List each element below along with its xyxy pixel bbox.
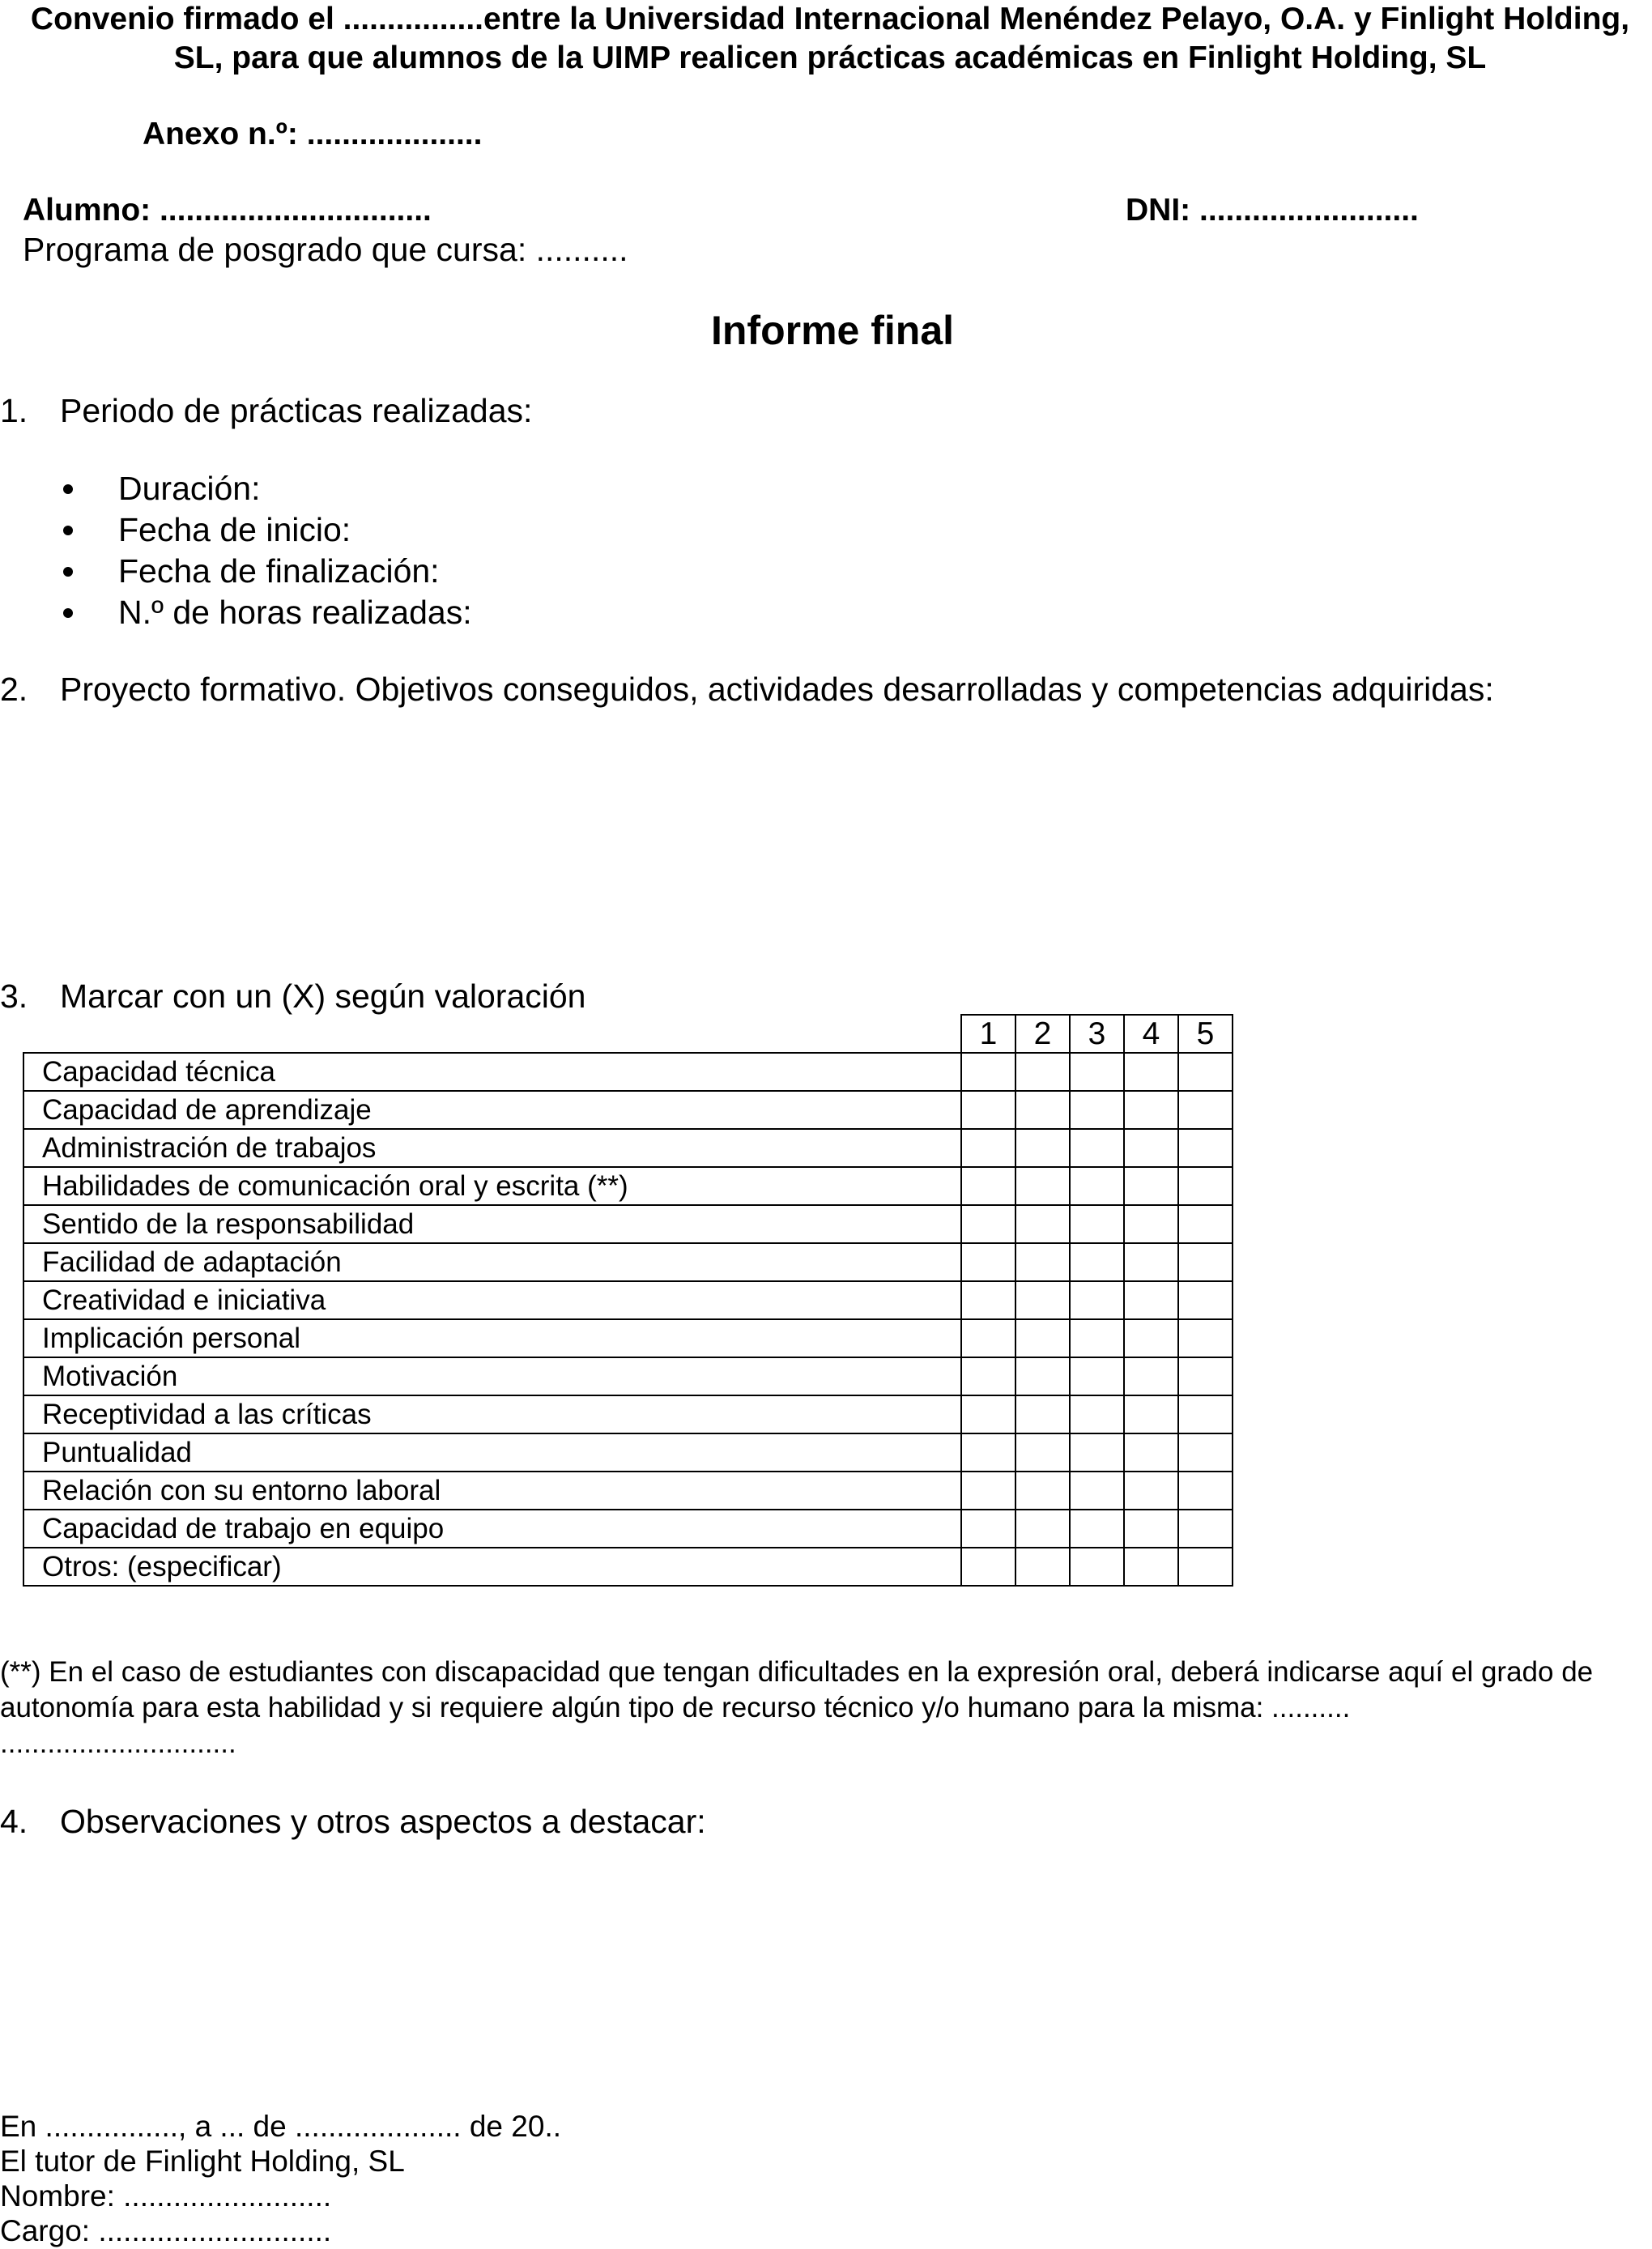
score-cell-3[interactable] xyxy=(1070,1433,1124,1472)
table-row xyxy=(23,1091,1233,1129)
score-cell-5[interactable] xyxy=(1178,1205,1233,1243)
score-cell-5[interactable] xyxy=(1178,1357,1233,1395)
section-2 xyxy=(0,669,1494,709)
rating-header-spacer xyxy=(23,1015,961,1053)
list-item: Duración: xyxy=(0,468,472,509)
practice-period-list xyxy=(0,468,472,633)
score-cell-5[interactable] xyxy=(1178,1510,1233,1548)
table-row xyxy=(23,1548,1233,1586)
score-cell-3[interactable] xyxy=(1070,1167,1124,1205)
score-cell-2[interactable] xyxy=(1015,1243,1070,1281)
dni-field: DNI: ......................... xyxy=(1126,193,1419,228)
score-cell-5[interactable] xyxy=(1178,1129,1233,1167)
signature-name: Nombre: ......................... xyxy=(0,2179,332,2213)
section-1 xyxy=(0,390,532,431)
table-row xyxy=(23,1167,1233,1205)
list-item: Fecha de inicio: xyxy=(0,509,472,551)
score-header: 2 xyxy=(1015,1015,1070,1053)
section-4 xyxy=(0,1801,706,1842)
agreement-title: Convenio firmado el ................entre la Universidad Internacional Menéndez Pelayo, O.A. y Finlight Holding, SL, para que alumnos de la UIMP realicen prácticas académicas en Finlight Holding, SL xyxy=(30,2,1630,75)
score-cell-4[interactable] xyxy=(1124,1205,1178,1243)
score-cell-3[interactable] xyxy=(1070,1243,1124,1281)
section-3 xyxy=(0,976,585,1016)
score-cell-1[interactable] xyxy=(961,1281,1015,1319)
score-cell-2[interactable] xyxy=(1015,1167,1070,1205)
score-cell-2[interactable] xyxy=(1015,1510,1070,1548)
score-cell-1[interactable] xyxy=(961,1091,1015,1129)
score-cell-3[interactable] xyxy=(1070,1091,1124,1129)
score-cell-5[interactable] xyxy=(1178,1319,1233,1357)
footnote-dots: .............................. xyxy=(0,1727,236,1759)
table-row xyxy=(23,1395,1233,1433)
score-header: 4 xyxy=(1124,1015,1178,1053)
score-cell-2[interactable] xyxy=(1015,1091,1070,1129)
criterion-label: Motivación xyxy=(23,1357,961,1395)
score-cell-1[interactable] xyxy=(961,1129,1015,1167)
program-field: Programa de posgrado que cursa: .......... xyxy=(23,231,628,268)
table-row xyxy=(23,1319,1233,1357)
score-cell-2[interactable] xyxy=(1015,1281,1070,1319)
score-cell-4[interactable] xyxy=(1124,1243,1178,1281)
score-header: 5 xyxy=(1178,1015,1233,1053)
score-header: 3 xyxy=(1070,1015,1124,1053)
section-2-title: Proyecto formativo. Objetivos conseguidos, actividades desarrolladas y competencias adquiridas: xyxy=(60,671,1494,708)
table-row xyxy=(23,1281,1233,1319)
score-cell-2[interactable] xyxy=(1015,1395,1070,1433)
table-row xyxy=(23,1129,1233,1167)
footnote-text: (**) En el caso de estudiantes con discapacidad que tengan dificultades en la expresión oral, deberá indicarse aquí el grado de autonomía para esta habilidad y si requiere algún tipo de recurso técnico y/o humano para la misma: .......... xyxy=(0,1656,1594,1723)
rating-table xyxy=(23,1014,1233,1587)
score-cell-2[interactable] xyxy=(1015,1357,1070,1395)
score-cell-1[interactable] xyxy=(961,1510,1015,1548)
score-cell-5[interactable] xyxy=(1178,1281,1233,1319)
score-cell-2[interactable] xyxy=(1015,1472,1070,1510)
score-cell-4[interactable] xyxy=(1124,1281,1178,1319)
footnote xyxy=(0,1655,1644,1761)
score-cell-4[interactable] xyxy=(1124,1357,1178,1395)
section-4-title: Observaciones y otros aspectos a destacar: xyxy=(60,1803,706,1840)
score-cell-4[interactable] xyxy=(1124,1433,1178,1472)
score-cell-2[interactable] xyxy=(1015,1433,1070,1472)
criterion-label: Sentido de la responsabilidad xyxy=(23,1205,961,1243)
score-cell-5[interactable] xyxy=(1178,1053,1233,1091)
score-cell-5[interactable] xyxy=(1178,1433,1233,1472)
score-cell-1[interactable] xyxy=(961,1395,1015,1433)
score-cell-4[interactable] xyxy=(1124,1472,1178,1510)
score-cell-1[interactable] xyxy=(961,1433,1015,1472)
criterion-label: Habilidades de comunicación oral y escrita (**) xyxy=(23,1167,961,1205)
section-4-number: 4. xyxy=(0,1803,28,1840)
bullet-icon xyxy=(63,608,73,618)
annex-number: Anexo n.º: .................... xyxy=(143,117,483,151)
score-cell-3[interactable] xyxy=(1070,1395,1124,1433)
list-item: N.º de horas realizadas: xyxy=(0,592,472,633)
criterion-label: Puntualidad xyxy=(23,1433,961,1472)
score-cell-4[interactable] xyxy=(1124,1548,1178,1586)
score-cell-1[interactable] xyxy=(961,1319,1015,1357)
criterion-label: Capacidad de trabajo en equipo xyxy=(23,1510,961,1548)
score-cell-1[interactable] xyxy=(961,1548,1015,1586)
signature-place-date: En ................, a ... de .................... de 20.. xyxy=(0,2110,562,2143)
score-cell-4[interactable] xyxy=(1124,1395,1178,1433)
score-cell-2[interactable] xyxy=(1015,1129,1070,1167)
criterion-label: Capacidad de aprendizaje xyxy=(23,1091,961,1129)
page-title: Informe final xyxy=(711,308,955,353)
score-cell-4[interactable] xyxy=(1124,1053,1178,1091)
score-cell-2[interactable] xyxy=(1015,1319,1070,1357)
table-row xyxy=(23,1472,1233,1510)
score-cell-3[interactable] xyxy=(1070,1319,1124,1357)
score-cell-5[interactable] xyxy=(1178,1548,1233,1586)
section-1-title: Periodo de prácticas realizadas: xyxy=(60,392,533,429)
score-cell-1[interactable] xyxy=(961,1205,1015,1243)
criterion-label: Creatividad e iniciativa xyxy=(23,1281,961,1319)
section-2-number: 2. xyxy=(0,671,28,708)
criterion-label: Otros: (especificar) xyxy=(23,1548,961,1586)
score-header: 1 xyxy=(961,1015,1015,1053)
bullet-icon xyxy=(63,526,73,535)
score-cell-2[interactable] xyxy=(1015,1548,1070,1586)
criterion-label: Receptividad a las críticas xyxy=(23,1395,961,1433)
score-cell-3[interactable] xyxy=(1070,1357,1124,1395)
score-cell-4[interactable] xyxy=(1124,1319,1178,1357)
score-cell-2[interactable] xyxy=(1015,1205,1070,1243)
score-cell-3[interactable] xyxy=(1070,1129,1124,1167)
score-cell-3[interactable] xyxy=(1070,1472,1124,1510)
score-cell-5[interactable] xyxy=(1178,1472,1233,1510)
score-cell-5[interactable] xyxy=(1178,1243,1233,1281)
bullet-icon xyxy=(63,484,73,494)
table-row xyxy=(23,1053,1233,1091)
section-3-title: Marcar con un (X) según valoración xyxy=(60,978,586,1015)
section-1-number: 1. xyxy=(0,392,28,429)
signature-role: Cargo: ............................ xyxy=(0,2214,332,2247)
criterion-label: Implicación personal xyxy=(23,1319,961,1357)
score-cell-1[interactable] xyxy=(961,1053,1015,1091)
student-field: Alumno: ............................... xyxy=(23,193,432,228)
list-item: Fecha de finalización: xyxy=(0,551,472,592)
score-cell-1[interactable] xyxy=(961,1357,1015,1395)
criterion-label: Relación con su entorno laboral xyxy=(23,1472,961,1510)
table-row xyxy=(23,1433,1233,1472)
score-cell-3[interactable] xyxy=(1070,1548,1124,1586)
table-row xyxy=(23,1357,1233,1395)
section-3-number: 3. xyxy=(0,978,28,1015)
rating-header-row xyxy=(23,1015,1233,1053)
rating-table-body xyxy=(23,1053,1233,1586)
score-cell-2[interactable] xyxy=(1015,1053,1070,1091)
score-cell-3[interactable] xyxy=(1070,1205,1124,1243)
score-cell-5[interactable] xyxy=(1178,1395,1233,1433)
score-cell-3[interactable] xyxy=(1070,1510,1124,1548)
bullet-icon xyxy=(63,567,73,577)
score-cell-1[interactable] xyxy=(961,1243,1015,1281)
table-row xyxy=(23,1205,1233,1243)
table-row xyxy=(23,1510,1233,1548)
score-cell-1[interactable] xyxy=(961,1167,1015,1205)
table-row xyxy=(23,1243,1233,1281)
criterion-label: Administración de trabajos xyxy=(23,1129,961,1167)
criterion-label: Facilidad de adaptación xyxy=(23,1243,961,1281)
score-cell-3[interactable] xyxy=(1070,1281,1124,1319)
score-cell-1[interactable] xyxy=(961,1472,1015,1510)
criterion-label: Capacidad técnica xyxy=(23,1053,961,1091)
score-cell-4[interactable] xyxy=(1124,1091,1178,1129)
score-cell-4[interactable] xyxy=(1124,1167,1178,1205)
score-cell-5[interactable] xyxy=(1178,1167,1233,1205)
score-cell-3[interactable] xyxy=(1070,1053,1124,1091)
score-cell-4[interactable] xyxy=(1124,1129,1178,1167)
score-cell-4[interactable] xyxy=(1124,1510,1178,1548)
score-cell-5[interactable] xyxy=(1178,1091,1233,1129)
signature-tutor: El tutor de Finlight Holding, SL xyxy=(0,2145,405,2178)
